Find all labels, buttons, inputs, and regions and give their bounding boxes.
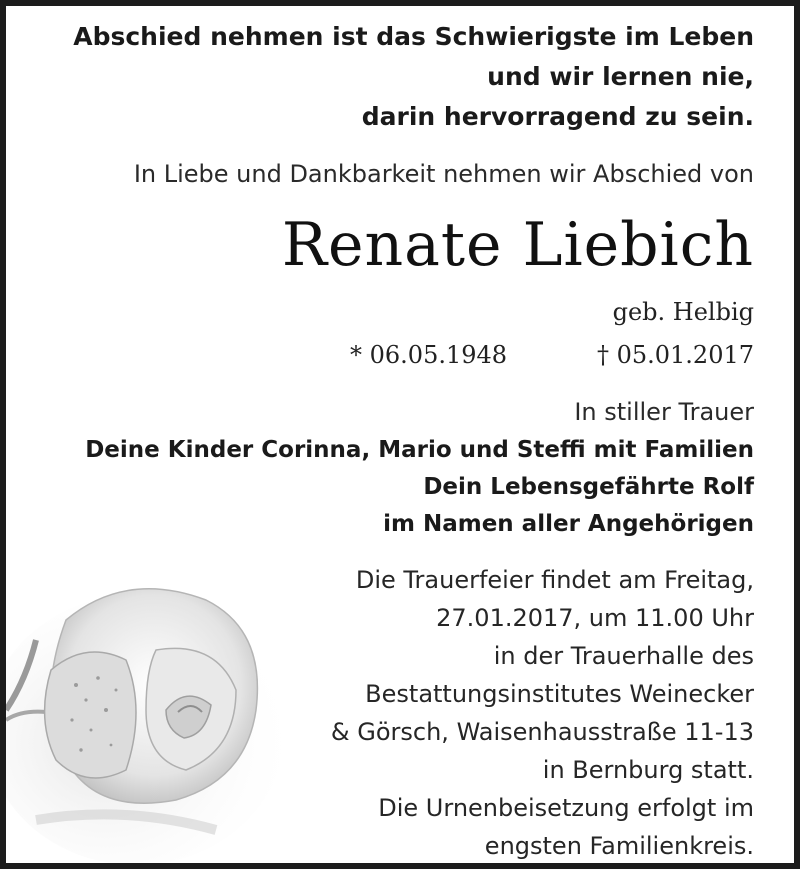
funeral-line: engsten Familienkreis. — [484, 832, 754, 860]
mourner-line: im Namen aller Angehörigen — [383, 511, 754, 537]
mourner-line: Deine Kinder Corinna, Mario und Steffi mit Familien — [85, 437, 754, 463]
maiden-name: geb. Helbig — [612, 298, 754, 326]
death-date: † 05.01.2017 — [596, 341, 754, 369]
birth-date: * 06.05.1948 — [350, 341, 508, 369]
mourner-line: Dein Lebensgefährte Rolf — [423, 474, 754, 500]
mourners-intro: In stiller Trauer — [574, 398, 754, 426]
funeral-line: Die Trauerfeier findet am Freitag, — [355, 566, 754, 594]
motto-line: darin hervorragend zu sein. — [361, 102, 754, 131]
funeral-line: in der Trauerhalle des — [493, 642, 754, 670]
funeral-line: Die Urnenbeisetzung erfolgt im — [378, 794, 754, 822]
intro-text: In Liebe und Dankbarkeit nehmen wir Abschied von — [133, 160, 754, 188]
funeral-line: & Görsch, Waisenhausstraße 11-13 — [330, 718, 754, 746]
motto-line: Abschied nehmen ist das Schwierigste im Leben — [73, 22, 754, 51]
deceased-name: Renate Liebich — [281, 210, 754, 280]
funeral-line: Bestattungsinstitutes Weinecker — [365, 680, 754, 708]
rose-image — [6, 560, 306, 863]
funeral-line: 27.01.2017, um 11.00 Uhr — [436, 604, 754, 632]
funeral-line: in Bernburg statt. — [542, 756, 754, 784]
motto-line: und wir lernen nie, — [487, 62, 754, 91]
